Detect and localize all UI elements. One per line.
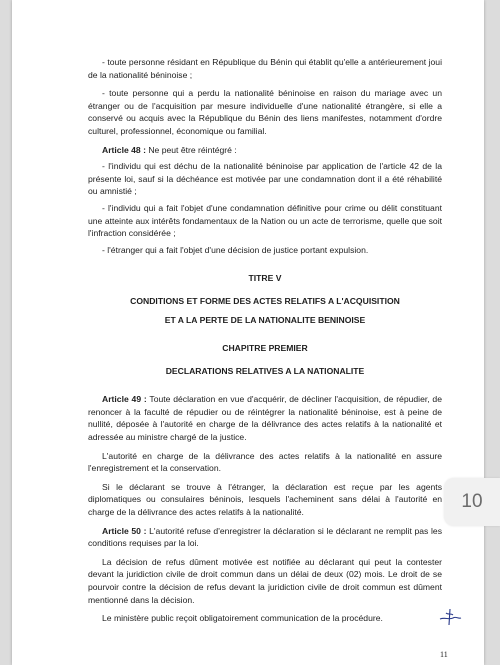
chapitre-heading: DECLARATIONS RELATIVES A LA NATIONALITE (165, 365, 365, 376)
titre-heading-line1: CONDITIONS ET FORME DES ACTES RELATIFS A L'ACQUISITION (130, 295, 400, 306)
article-48-lead (88, 144, 442, 157)
page-content (88, 56, 442, 631)
article-48-item: - l'individu qui est déchu de la nationalité béninoise par application de l'article 42 de la présente loi, sauf si la déchéance est motivée par une condamnation dont il a été réhabilité ou amnistié ; (88, 161, 442, 197)
signature-initials (437, 607, 463, 627)
paragraph-lost-nationality: - toute personne qui a perdu la nationalité béninoise en raison du mariage avec un étranger ou de l'acquisition par mesure individuelle d'une nationalité étrangère, si elle a conservé ou acquis avec la République du Bénin des liens manifestes, notamment d'ordre culturel, professionnel, économique ou familial. (88, 88, 442, 136)
article-50-paragraph (88, 525, 442, 550)
article-48-title: Article 48 : (102, 144, 146, 155)
titre-heading-line2: ET A LA PERTE DE LA NATIONALITE BENINOISE (164, 314, 366, 325)
article-49-paragraph-2: L'autorité en charge de la délivrance des actes relatifs à la nationalité en assure l'enregistrement et la conservation. (88, 450, 442, 474)
article-50-paragraph-2: La décision de refus dûment motivée est notifiée au déclarant qui peut la contester devant la juridiction civile de droit commun dans un délai de deux (02) mois. Le droit de se pourvoir contre la décision de refus devant la juridiction civile de droit commun est dûment mentionné dans la décision. (88, 556, 442, 605)
paragraph-resident: - toute personne résidant en République du Bénin qui établit qu'elle a antérieurement joui de la nationalité béninoise ; (88, 57, 442, 80)
article-48-item: - l'étranger qui a fait l'objet d'une décision de justice portant expulsion. (102, 244, 369, 255)
article-48-lead-text: Ne peut être réintégré : (145, 144, 237, 155)
page-number: 11 (440, 650, 448, 659)
article-50-paragraph-3: Le ministère public reçoit obligatoirement communication de la procédure. (102, 613, 383, 624)
titre-label: TITRE V (248, 273, 282, 284)
chapitre-label: CHAPITRE PREMIER (222, 343, 308, 354)
article-49-paragraph-3: Si le déclarant se trouve à l'étranger, la déclaration est reçue par les agents diplomatiques ou consulaires béninois, lesquels l'acheminent sans délai à l'autorité en charge de la délivrance des actes relatifs à la nationalité. (88, 481, 442, 518)
article-50-text: L'autorité refuse d'enregistrer la déclaration si le déclarant ne remplit pas les conditions requises par la loi. (88, 525, 442, 549)
article-49-title: Article 49 : (102, 394, 147, 405)
page-indicator-badge[interactable]: 10 (444, 478, 500, 526)
article-49-text: Toute déclaration en vue d'acquérir, de décliner l'acquisition, de répudier, de renoncer à la faculté de répudier ou de réintégrer la nationalité béninoise, est à peine de nullité, déposée à l'autorité en charge de la délivrance des actes relatifs à la nationalité et adressée au ministre chargé de la justice. (88, 394, 442, 443)
document-page (12, 0, 484, 665)
article-50-title: Article 50 : (102, 525, 147, 536)
article-48-item: - l'individu qui a fait l'objet d'une condamnation définitive pour crime ou délit constituant une atteinte aux intérêts fondamentaux de la Nation ou un acte de terrorisme, quelle que soit l'infraction considérée ; (88, 202, 442, 239)
article-49-paragraph (88, 393, 442, 443)
